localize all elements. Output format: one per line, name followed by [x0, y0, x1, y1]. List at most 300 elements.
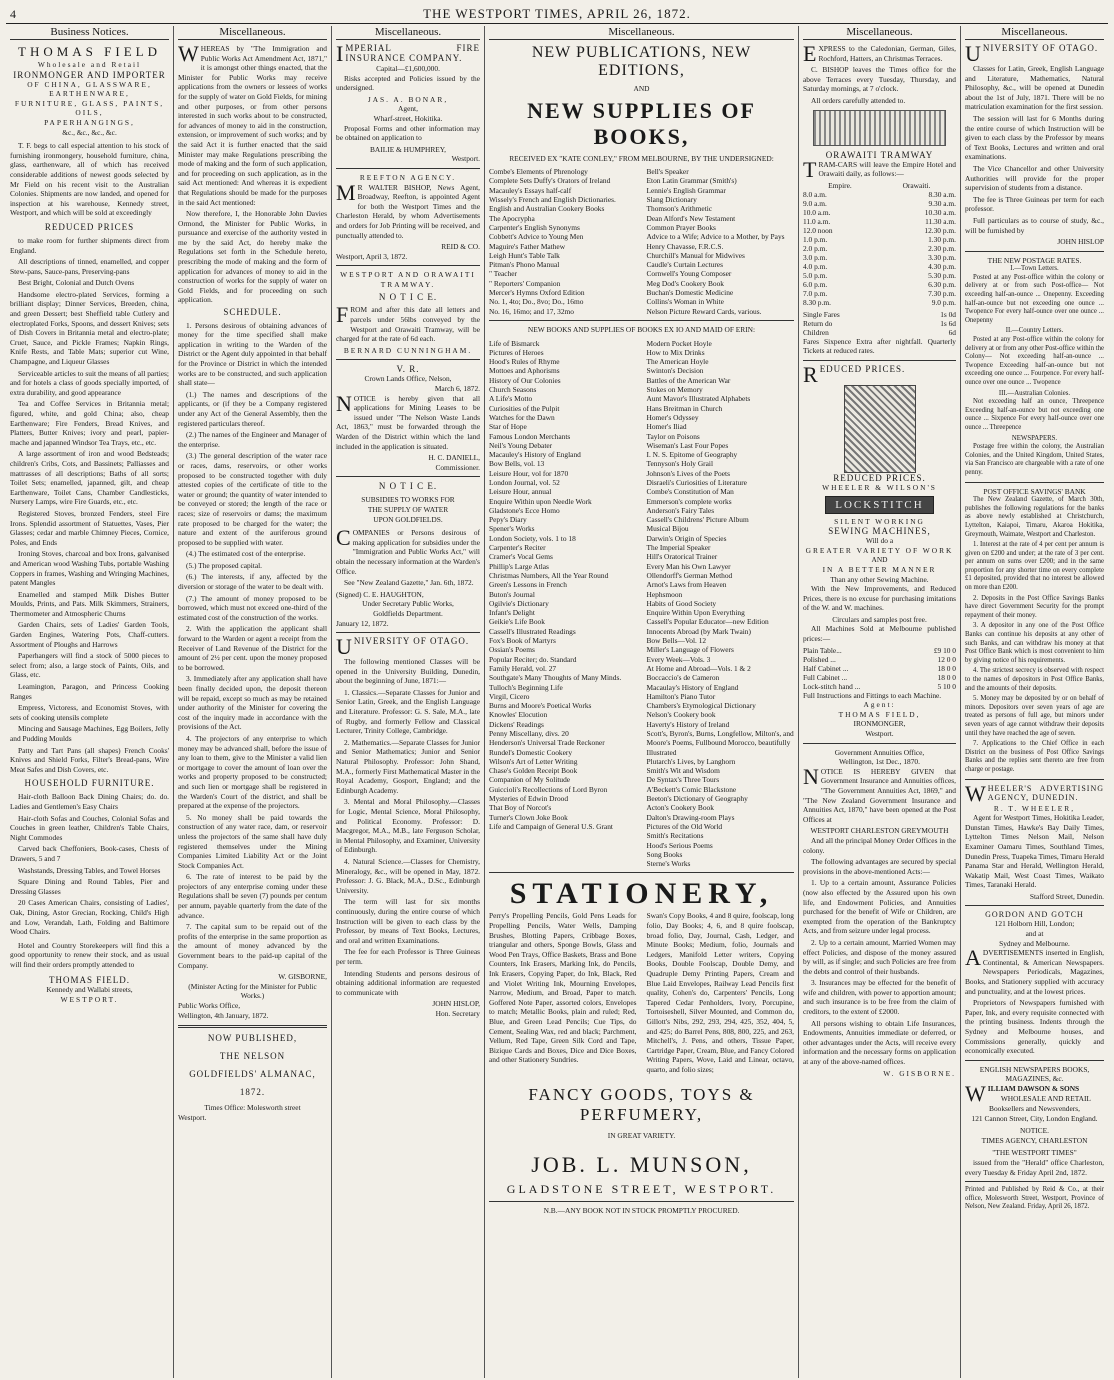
notice-signature: (Minister Acting for the Minister for Public Works.) [188, 981, 317, 1001]
ad-line: Westport. [451, 154, 480, 164]
ad-paragraph: The Vice Chancellor and other University Authorities will provide for the proper supervision of students from a distance. [965, 163, 1104, 193]
table-cell: 6.0 p.m. [803, 279, 828, 289]
ad-heading: THE NEW POSTAGE RATES. [987, 255, 1082, 265]
book-title: Macaulay's History of England [646, 682, 739, 692]
table-cell: 10.0 a.m. [803, 207, 831, 217]
book-title: Buton's Journal [489, 589, 535, 599]
ad-paragraph: Risks accepted and Policies issued by the undersigned. [336, 73, 480, 93]
table-cell: Plain Table... [803, 645, 842, 655]
ad-paragraph: Postage free within the colony, the Australian Colonies, and the United Kingdom, United States, via San Francisco are chargeable with a rate of one penny. [965, 443, 1104, 476]
book-title: Aunt Mavor's Illustrated Alphabets [646, 394, 751, 404]
book-title: Southgate's Many Thoughts of Many Minds. [489, 673, 622, 683]
table-cell: 9.0 p.m. [931, 297, 956, 307]
timetable-row [803, 298, 956, 307]
list-item: Washstands, Dressing Tables, and Towel Horses [18, 865, 161, 875]
book-list-a [489, 167, 794, 316]
notice-heading: SUBSIDIES TO WORKS FOR [361, 495, 455, 505]
timetable-row [803, 235, 956, 244]
book-title: History of Our Colonies [489, 375, 561, 385]
stationery-text: Perry's Propelling Pencils, Gold Pens Leads for Propelling Pencils, Water Wells, Damping Brushes, Blotting Papers, Cribbage Boxes, triangular and others, Sponge Bowls, Glass and Wood Pen Trays, Office Baskets, Brass and Bone Counters, Ink Erasers, Marking Ink, do Pencils, Ink Erasers, Copying Paper, do Ink, Black, Red and Violet Writing Ink, Mourning Envelopes, Narrow, Medium, and Broad, Paper to match. Goffered Note Paper, assorted colors, Envelopes to match; Metallic Books, plain and ruled; Red, Blue, and Green Lead Pencils; Cue Tips, do Cement, Sealing Wax, red and black; Parchment, Vellum, Red Tape, Green Silk Cord and Tape, Bizique Cards and Boxes, Dice and Dice Boxes, and other Stationery Sundries. [489, 911, 637, 1065]
book-title: Acton's Cookery Book [646, 803, 714, 813]
notice-signature: Commissioner. [435, 462, 480, 472]
list-item: Paperhangers will find a stock of 5000 pieces to select from; also, a large stock of Paints, Oils, and Glass, etc. [10, 651, 169, 680]
drop-cap: U [965, 41, 981, 66]
drop-cap: C [336, 525, 351, 551]
drop-cap: E [803, 41, 817, 66]
notice-signature: W. GISBORNE. [883, 1068, 956, 1078]
ad-paragraph: Hotel and Country Storekeepers will find this a good opportunity to renew their stock, and as usual will find their orders promptly attended to [10, 940, 169, 969]
notice-heading: NOTICE. [1020, 1126, 1049, 1136]
ad-address: and at [1025, 929, 1044, 939]
notice-heading: N O T I C E. [378, 292, 438, 303]
book-title: Every Man his Own Lawyer [646, 561, 731, 571]
ad-subheading: IRONMONGER AND IMPORTER [13, 69, 166, 80]
list-item: Garden Chairs, sets of Ladies' Garden Tools, Garden Engines, Watering Pots, Chaff-cutters. Assortment of Ploughs and Harrows [10, 620, 169, 649]
drop-cap: N [803, 763, 819, 789]
book-title: Cornwell's Young Composer [646, 269, 732, 279]
notice-paragraph: OTICE is hereby given that all applications for Mining Leases to be issued under "The Nelson Waste Lands Act, 1863," must be forwarded through the Warden of the District within which the land included in the application is situated. [336, 393, 480, 451]
notice-paragraph: And all the principal Money Order Offices in the colony. [803, 835, 956, 855]
book-title: The American Hoyle [646, 357, 709, 367]
table-cell: 8.30 a.m. [928, 189, 956, 199]
ad-date: Westport, April 3, 1872. [336, 251, 408, 261]
ad-heading: HEELER'S ADVERTISING AGENCY, DUNEDIN. [987, 783, 1104, 803]
book-title: Slang Dictionary [646, 195, 697, 205]
ad-signature: JOB. L. MUNSON, [531, 1152, 752, 1178]
notice-date: March 6, 1872. [434, 384, 480, 394]
table-cell: 9.30 a.m. [928, 198, 956, 208]
table-cell: 7.0 p.m. [803, 288, 828, 298]
book-title: Enquire Within upon Needle Work [489, 496, 592, 506]
table-cell: 12.0 noon [803, 225, 833, 235]
table-cell: Half Cabinet ... [803, 663, 849, 673]
table-cell: 12.30 p.m. [924, 225, 956, 235]
ad-subheading: I.—Town Letters. [1010, 265, 1059, 273]
book-title: Chambers's Etymological Dictionary [646, 701, 756, 711]
book-title: The Imperial Speaker [646, 543, 711, 553]
notice-heading: UPON GOLDFIELDS. [373, 514, 443, 524]
ad-paragraph: Proprietors of Newspapers furnished with Paper, Ink, and every requisite connected with the printing business. Indents through the Sydney and Melbourne houses, and Commissions generally, quickly and economically executed. [965, 998, 1104, 1056]
notice-heading: SCHEDULE. [223, 307, 282, 318]
ad-heading: WHEELER & WILSON'S [822, 482, 937, 492]
price-row [803, 673, 956, 682]
ad-heading: NIVERSITY OF OTAGO. [353, 636, 470, 647]
ad-subheading: III.—Australian Colonies. [998, 389, 1071, 397]
table-cell: 9.0 a.m. [803, 198, 827, 208]
ad-subheading: FURNITURE, GLASS, PAINTS, OILS, [14, 98, 165, 118]
list-item: 2. Up to a certain amount, Married Women may effect Policies, and dispose of the money assured by will, as if single; and such Policies are free from the debts and control of their husbands. [803, 937, 956, 976]
table-cell: Polished ... [803, 654, 836, 664]
ad-line: Agent: [863, 700, 896, 710]
book-title: Pitman's Phono Manual [489, 260, 560, 270]
book-title: Wiseman's Last Four Popes [646, 440, 729, 450]
notice-signature: W. GISBORNE, [278, 972, 327, 982]
ad-line: Will do a [865, 536, 894, 546]
book-title: Church Seasons [489, 385, 537, 395]
price-row [803, 664, 956, 673]
timetable-row [803, 262, 956, 271]
book-title: Enquire Within Upon Everything [646, 608, 745, 618]
page-number: 4 [10, 7, 16, 21]
book-title: Gladstone's Ecce Homo [489, 505, 560, 515]
ad-heading: FANCY GOODS, TOYS & PERFUMERY, [528, 1084, 755, 1124]
section-head: Miscellaneous. [178, 26, 327, 40]
book-title: Pictures of Heroes [489, 347, 544, 357]
notice-paragraph: OTICE IS HEREBY GIVEN that Government Insurance and Annuities offices, "The Government Annuities Act, 1869," and "The New Zealand Government Insurance and Annuities Act, 1870," have been opened at the Post Offices at [803, 766, 956, 824]
ad-signature: THOMAS FIELD. [48, 975, 130, 986]
ad-line: AND [871, 555, 888, 565]
ad-signature: THOMAS FIELD, [838, 709, 921, 719]
list-item: 7. Applications to the Chief Office in each District on the business of Post Office Savings Banks and the replies sent thereto are free from charge or postage. [965, 740, 1104, 773]
book-title: Ogilvie's Dictionary [489, 598, 549, 608]
table-cell: 8.30 p.m. [803, 297, 831, 307]
ad-paragraph: Not exceeding half an ounce, Threepence Exceeding half-an-ounce but not exceeding one ounce ... Sixpence For every half-ounce over one ounce ... Threepence [965, 398, 1104, 431]
list-item: Patty and Tart Pans (all shapes) French Cooks' Knives and Shield Forks, Filter's Bread-pans, Wire Meat Safes and Dish Covers, etc. [10, 745, 169, 774]
book-title: A Life's Motto [489, 394, 533, 404]
notice-paragraph: 1. Persons desirous of obtaining advances of money for the time specified shall make application in writing to the Warden of the District or the Agent duly appointed in that behalf for the Province or District in which the intended works are to be constructed, and such application shall state— [178, 320, 327, 388]
ad-paragraph: RAM-CARS will leave the Empire Hotel and Orawaiti daily, as follows:— [818, 159, 956, 179]
book-title: Phillip's Large Atlas [489, 561, 549, 571]
book-title: Mercer's Hymns Oxford Edition [489, 288, 585, 298]
column-misc-4 [961, 26, 1108, 1378]
timetable-row [803, 217, 956, 226]
tram-timetable [803, 181, 956, 307]
ad-paragraph: DVERTISEMENTS inserted in English, Continental, & American Newspapers. Newspapers Periodicals, Magazines, Books, and Stationery supplied with accuracy and punctuality, and at the lowest prices. [965, 948, 1104, 996]
ad-heading: GORDON AND GOTCH [985, 910, 1084, 920]
book-title: Every Week—Vols. 3 [646, 654, 711, 664]
ad-paragraph: The session will last for 6 Months during the entire course of which Instruction will be given to each class by the Professor by means of Text Books, Lectures and written and oral examinations. [965, 113, 1104, 162]
notice-heading: TIMES AGENCY, CHARLESTON [981, 1135, 1088, 1145]
ad-signature: JAS. A. BONAR, [367, 94, 449, 104]
book-title: Life of Bismarck [489, 338, 540, 348]
ad-paragraph: Classes for Latin, Greek, English Language and Literature, Mathematics, Natural Philosophy, &c., will be opened at Dunedin about the 1st of July, 1871. There will be no matriculation examination for the first session. [965, 64, 1104, 112]
table-cell: 12 0 0 [937, 654, 956, 664]
ad-line: GREATER VARIETY OF WORK [805, 545, 954, 555]
book-title: Leisure Hour, annual [489, 487, 552, 497]
drop-cap: T [803, 156, 817, 182]
book-title: Leigh Hunt's Table Talk [489, 250, 560, 260]
ad-line: Westport. [865, 729, 894, 739]
drop-cap: W [965, 780, 986, 806]
ad-subheading: PAPERHANGINGS, [44, 117, 135, 127]
book-title: Advice to a Wife; Advice to a Mother, by Pays Henry Chavasse, F.R.C.S. [646, 232, 785, 251]
book-title: Macauley's Essays half-calf [489, 185, 572, 195]
ad-paragraph: The term will last for six months continuously, during the entire course of which Instruction will be given to each class by the Professor, by means of Text Books, Lectures, and oral and written Examinations. [336, 897, 480, 945]
table-cell: Single Fares [803, 309, 840, 319]
section-head: Miscellaneous. [336, 26, 480, 40]
masthead [6, 6, 1108, 24]
notice-paragraph: OMPANIES or Persons desirous of making application for subsidies under the "Immigration and Public Works Act," will obtain the necessary information at the Warden's Office. [336, 528, 480, 576]
book-title: I. N. S. Epitome of Geography [646, 450, 738, 460]
ad-subheading: &c., &c., &c., &c. [62, 127, 117, 137]
drop-cap: R [803, 361, 818, 387]
book-title: Bow Bells—Vol. 12 [646, 636, 707, 646]
ad-subheading: II.—Country Letters. [1005, 327, 1064, 335]
book-title: Song Books [646, 849, 683, 859]
book-title: De Syntax's Three Tours [646, 775, 720, 785]
notice-line: "THE WESTPORT TIMES" [992, 1148, 1077, 1158]
table-cell: 5.30 p.m. [928, 270, 956, 280]
table-cell: 10.30 a.m. [924, 207, 956, 217]
book-title: Pepy's Diary [489, 515, 527, 525]
list-item: 2. Deposits in the Post Office Savings Banks have direct Government Security for the prompt repayment of their money. [965, 594, 1104, 619]
ad-line: Wharf-street, Hokitika. [373, 113, 443, 123]
notice-paragraph: The following advantages are secured by special provisions in the above-mentioned Acts:— [803, 857, 956, 876]
ad-paragraph: ROM and after this date all letters and parcels under 56lbs conveyed by the Westport and Orawaiti Tramway, will be charged for at the rate of 6d each. [336, 305, 480, 344]
book-title: Turner's Clown Joke Book [489, 812, 568, 822]
book-title: Emmerson's complete works [646, 496, 732, 506]
list-item: Hair-cloth Balloon Back Dining Chairs; do. do. Ladies and Gentlemen's Easy Chairs [10, 792, 169, 811]
book-title: Mottoes and Aphorisms [489, 366, 560, 376]
book-title: Lennie's English Grammar [646, 185, 726, 195]
timetable-row [803, 253, 956, 262]
drop-cap: F [336, 302, 349, 328]
book-title: Anderson's Fairy Tales [646, 505, 715, 515]
book-title: Companion of My Solitude [489, 775, 571, 785]
table-cell: 3.0 p.m. [803, 252, 828, 262]
book-title: Habits of Good Society [646, 598, 717, 608]
table-cell: Full Cabinet ... [803, 672, 848, 682]
table-header: Empire. [828, 180, 852, 190]
ad-line: SILENT WORKING [834, 516, 925, 526]
timetable-row [803, 190, 956, 199]
ad-heading: WESTPORT AND ORAWAITI [340, 270, 476, 280]
sewing-machine-illustration [844, 385, 916, 473]
book-title: Johnson's Lives of the Poets [646, 468, 730, 478]
table-cell: Children [803, 327, 829, 337]
columns [6, 26, 1108, 1378]
drop-cap: U [336, 634, 352, 660]
book-title: At Home and Abroad—Vols. 1 & 2 [646, 663, 751, 673]
ad-heading: REDUCED PRICES. [833, 472, 926, 483]
table-cell: Lock-stitch hand ... [803, 681, 861, 691]
timetable-row [803, 289, 956, 298]
list-item: 2. Mathematics.—Separate Classes for Junior and Senior Mathematics; Junior and Senior Natural Philosophy. Professor: John Shand, M.A., formerly First Mathematical Master in the Royal Academy, Gosport, England; and the Edinburgh Academy. [336, 737, 480, 795]
ad-signature: Hon. Secretary [435, 1008, 480, 1018]
price-row [803, 682, 956, 691]
drop-cap: W [178, 41, 199, 66]
book-title: Musical Bijou [646, 524, 689, 534]
notice-date: Wellington, 4th January, 1872. [178, 1010, 269, 1020]
book-title: Curiosities of the Pulpit [489, 403, 560, 413]
ad-subheading: HOUSEHOLD FURNITURE. [24, 778, 155, 789]
royal-cipher: V. R. [396, 364, 420, 375]
ad-heading: ENGLISH NEWSPAPERS BOOKS, MAGAZINES, &c. [979, 1064, 1090, 1084]
list-item: 1. Classics.—Separate Classes for Junior and Senior Latin, Greek, and the English Language and Literature. Professor: G. S. Sale, M.A., late of Rugby, and formerly Fellow and Classical Lecturer, Trinity College, Cambridge. [336, 687, 480, 736]
list-item: (2.) The names of the Engineer and Manager of the enterprise. [178, 430, 327, 449]
list-item: (7.) The amount of money proposed to be borrowed, which must not exceed one-third of the estimated cost of the construction of the works. [178, 593, 327, 622]
table-cell: 1.30 p.m. [928, 234, 956, 244]
ad-signature: R. T. WHEELER, [993, 803, 1076, 813]
table-cell: 18 0 0 [937, 663, 956, 673]
book-title: Penny Miscellany, divs. 20 [489, 729, 569, 738]
book-title: Buchan's Domestic Medicine [646, 288, 734, 298]
list-item: 4. The strictest secrecy is observed with respect to the names of depositors in Post Office Banks, and the amounts of their deposits. [965, 667, 1104, 692]
ad-subheading: REDUCED PRICES [44, 221, 135, 232]
book-title: Famous London Merchants [489, 431, 571, 441]
ad-heading: TRAMWAY. [380, 279, 436, 289]
notice-paragraph: 2. With the application the applicant shall forward to the Warden or agent a receipt from the Receiver of Land Revenue of the District for the amount of 2½ per cent. upon the money proposed to be borrowed. [178, 624, 327, 672]
book-title: Cobbett's Advice to Young Men [489, 232, 584, 242]
ad-address: 121 Cannon Street, City, London England. [971, 1113, 1098, 1123]
ad-paragraph: Intending Students and persons desirous of obtaining additional information are requested to communicate with [336, 968, 480, 997]
column-misc-2 [332, 26, 485, 1378]
ad-paragraph: Proposal Forms and other information may be obtained on application to [336, 123, 480, 143]
table-cell: £9 10 0 [933, 645, 956, 655]
book-title: Rundel's Domestic Cookery [489, 747, 573, 757]
notice-paragraph: All persons wishing to obtain Life Insurances, Endowments, Annuities immediate or deferred, or other advantages under the Acts, will receive every information and the necessary forms on application at any of the above-named offices. [803, 1018, 956, 1067]
notice-heading: THE SUPPLY OF WATER [367, 504, 449, 514]
book-title: Leisure Hour, vol for 1870 [489, 468, 569, 478]
table-cell: 4.30 p.m. [928, 261, 956, 271]
book-title: Sterne's Works [646, 859, 691, 869]
book-title: Combe's Constitution of Man [646, 487, 734, 497]
ad-line: Than any other Sewing Machine. [830, 574, 929, 584]
book-title: Dean Alford's New Testament [646, 213, 736, 223]
ad-line: IN A BETTER MANNER [822, 564, 937, 574]
book-title: Virgil, Cicero [489, 691, 530, 701]
book-title: Homer's Iliad [646, 422, 687, 432]
ad-footnote: N.B.—ANY BOOK NOT IN STOCK PROMPTLY PROCURED. [543, 1206, 740, 1216]
book-title: Burns and Moore's Poetical Works [489, 701, 592, 711]
ad-signature: BERNARD CUNNINGHAM. [343, 345, 473, 355]
notice-paragraph: 7. The capital sum to be repaid out of the profits of the enterprise in the same proportion as the amount of money advanced by the Government bears to the paid-up capital of the Company. [178, 922, 327, 970]
book-title: London Journal, vol. 52 [489, 477, 560, 487]
ad-paragraph: The following mentioned Classes will be opened in the University Building, Dunedin, about the beginning of June, 1871:— [336, 657, 480, 686]
tram-illustration [813, 110, 946, 146]
price-row [803, 646, 956, 655]
ad-paragraph: Full particulars as to course of study, &c., will be furnished by [965, 215, 1104, 235]
ad-address: Stafford Street, Dunedin. [1029, 891, 1104, 901]
book-title: How to Mix Drinks [646, 347, 705, 357]
book-title: Caudle's Curtain Lectures [646, 260, 723, 270]
book-title: Wilson's Art of Letter Writing [489, 756, 578, 766]
book-title: Hamilton's Piano Tutor [646, 691, 716, 701]
list-item: 4. Natural Science.—Classes for Chemistry, Mineralogy, &c., will be opened in May, 1872. Professor: J. G. Black, M.A., D.Sc., Edinburgh University. [336, 856, 480, 895]
ad-subheading: EARTHENWARE, [49, 89, 130, 99]
book-title: Wissely's French and English Dictionaries. [489, 195, 616, 205]
list-item: Square Dining and Round Tables, Pier and Dressing Glasses [10, 877, 169, 896]
book-title: A'Beckett's Comic Blackstone [646, 784, 737, 794]
timetable-row [803, 280, 956, 289]
book-title: Combe's Elements of Phrenology [489, 167, 588, 177]
ad-subheading: NEWSPAPERS. [1011, 434, 1058, 442]
book-title: Tennyson's Holy Grail [646, 459, 714, 469]
ad-line: Agent, [398, 104, 418, 114]
ad-subheading: RECEIVED EX "KATE CONLEY," FROM MELBOURNE, BY THE UNDERSIGNED: [509, 153, 774, 163]
book-title: Cramer's Vocal Gems [489, 552, 553, 562]
ad-signature: JOHN HISLOP, [432, 999, 480, 1009]
ad-address: 121 Holborn Hill, London; [994, 919, 1075, 929]
ad-subheading: OF CHINA, GLASSWARE, [27, 79, 152, 89]
book-title: Boccaccio's de Cameron [646, 673, 720, 683]
ad-paragraph: Posted at any Post-office within the colony for delivery at or from any other Post-office within the Colony— Not exceeding half-an-ounce ... Twopence Exceeding half-an-ounce but not exceeding one ounce ... Fourpence. For every half-ounce over one ounce ... Twopence [965, 336, 1104, 386]
list-item: (3.) The general description of the water race or races, dams, reservoirs, or other works proposed to be constructed together with duly attested copies of the certificate of title to the water or ground; the quantity of water intended to be conveyed or stored; the length of the race or races; size of reservoirs or dams; the maximum rate proposed to be charged for the water; the nature and extent of the auriferous ground proposed to be supplied with water. [178, 451, 327, 547]
ad-heading: MPERIAL FIRE INSURANCE COMPANY. [345, 43, 480, 63]
book-title: Smith's Recitations [646, 831, 704, 841]
ad-line: IN GREAT VARIETY. [607, 1130, 676, 1140]
book-title: Churchill's Manual for Midwives [646, 250, 745, 260]
ad-paragraph: R WALTER BISHOP, News Agent, Broadway, Reefton, is appointed Agent for both the Westport Times and the Charleston Herald, by whom Advertisements and orders for Job Printing will be received, and punctually attended to. [336, 182, 480, 240]
ad-paragraph: Agent for Westport Times, Hokitika Leader, Dunstan Times, Hawke's Bay Daily Times, Lyttelton Times Nelson Mail, Nelson Examiner Oamaru Times, Southland Times, Dunedin Press, Tuapeka Times, Timaru Herald Panama Star and Herald, Wellington Herald, Wakatip Mail, West Coast Times, Waikato Times, Taranaki Herald. [965, 813, 1104, 890]
ad-line: WHOLESALE AND RETAIL [1000, 1093, 1091, 1103]
section-head: Miscellaneous. [489, 26, 794, 40]
ad-paragraph: Full Instructions and Fittings to each Machine. [803, 690, 942, 700]
book-title: Miller's Language of Flowers [646, 645, 734, 655]
book-title: Eton Latin Grammar (Smith's) [646, 176, 737, 186]
book-title: English and Australian Cookery Books [489, 204, 605, 214]
list-item: Enamelled and stamped Milk Dishes Butter Moulds, Prints, and Pats. Milk Skimmers, Strainers, Thermometer and Atmospheric Churns [10, 589, 169, 618]
notice-signature: (Signed) C. E. HAUGHTON, [336, 589, 424, 599]
ad-subheading: NEW BOOKS AND SUPPLIES OF BOOKS EX IO AND MAID OF ERIN: [527, 324, 756, 334]
item-list [10, 792, 169, 936]
list-item: All descriptions of tinned, enamelled, and copper Stew-pans, Sauce-pans, Preserving-pans [10, 257, 169, 276]
notice-signature: H. C. DANIELL, [428, 453, 480, 463]
stationery-text: Swan's Copy Books, 4 and 8 quire, foolscap, long folio, Day Books; 4, 6, and 8 quire foolscap, broad folio, Day, Journal, Cash, Ledger, and Minute Books; Medium, folio, Journals and Ledgers, Manifold Letter writers, Copying Books, Double Foolscap, Double Demy, and Quadruple Demy Printing Papers, Cream and Blue Laid Envelopes, Railway Lead Pencils first quality, Cohen's do, Carpenters' Pencils, Long Tapered Cedar Penholders, Ivory, Porcupine, Tortoiseshell, Silver Mounted, and Common do, Gillott's Nibs, 292, 293, 294, 425, 352, 404, 5, and 425; do Barrel Pens, 808, 800, 225, and 263, Mitchell's, J. Pens, and others, Tissue Paper, Cartridge Paper, Cream, Blue, and Fancy Colored Writing Papers, Wove, Laid and Linear, octavo, quarto, and folio sizes; [646, 911, 794, 1074]
almanac-town: Westport. [178, 1112, 207, 1122]
book-title: Ossian's Poems [489, 645, 535, 655]
list-item: Handsome electro-plated Services, forming a brilliant display; Dinner Services, Breeden, china, and green Dessert; best Sheffield table Cutlery and electroplated Forks, Spoons, and dessert Knives; sets of Dish Covers in Britannia metal and electro-plate; Cruet, Sauce, and Pickle Frames; Napkin Rings, Knife Rests, and Table Mats; superior cut Wine, Champagne, and Liqueur Glasses [10, 289, 169, 367]
ad-heading: THOMAS FIELD [18, 44, 161, 59]
list-item: 1. Up to a certain amount, Assurance Policies (now also effected by the Assured upon his own life, and Endowment Policies, and Annuities purchased for the benefit of Wife or Children, are exempted from the operation of the Bankruptcy Acts, and from seizure under legal process. [803, 878, 956, 936]
section-head: Business Notices. [10, 26, 169, 40]
column-business [6, 26, 174, 1378]
ad-address: GLADSTONE STREET, WESTPORT. [506, 1182, 777, 1197]
ad-paragraph: Fares Sixpence Extra after nightfall. Quarterly Tickets at reduced rates. [803, 336, 956, 356]
table-cell: 1.0 p.m. [803, 234, 828, 244]
book-title: Chase's Golden Receipt Book [489, 766, 578, 776]
book-title: Spener's Works [489, 524, 535, 534]
book-title: Disraeli's Curiosities of Literature [646, 477, 747, 487]
almanac-heading: NOW PUBLISHED, [207, 1033, 298, 1044]
notice-line: WESTPORT CHARLESTON GREYMOUTH [810, 826, 949, 836]
table-cell: 3.30 p.m. [928, 252, 956, 262]
table-cell: 18 0 0 [937, 672, 956, 682]
ad-heading: NEW PUBLICATIONS, NEW EDITIONS, [531, 44, 752, 79]
fare-row [803, 319, 956, 328]
table-cell: 1s 6d [940, 318, 956, 328]
table-cell: 7.30 p.m. [928, 288, 956, 298]
book-title: Geikie's Life Book [489, 617, 545, 627]
list-item: Best Bright, Colonial and Dutch Ovens [18, 278, 135, 288]
book-title: Dickens' Readings [489, 719, 544, 729]
table-cell: 6d [948, 327, 956, 337]
book-title: Neil's Young Debater [489, 440, 553, 450]
notice-paragraph: Now therefore, I, the Honorable John Davies Ormond, the Minister for Public Works, in pursuance and exercise of the authority vested in me by the said Act, do hereby make the Regulations set forth in the Schedule hereto, prescribing the mode of making and the form of application for advances of money to aid in the construction of works for the supply of water on Gold Fields, and for proceeding on such application. [178, 209, 327, 305]
ad-address: Kennedy and Wallabi streets, [46, 985, 133, 995]
book-title: No. 16, 16mo; and 17, 32mo [489, 306, 574, 316]
price-row [803, 655, 956, 664]
ad-heading: POST OFFICE SAVINGS' BANK [983, 486, 1086, 496]
list-item: 3. Mental and Moral Philosophy.—Classes for Logic, Mental Science, Moral Philosophy, and Political Economy. Professor: D. Macgregor, M.A., M.B., late Ferguson Scholar, in Mental Philosophy, and Examiner, University of Edinburgh. [336, 797, 480, 855]
ad-heading: NIVERSITY OF OTAGO. [982, 43, 1099, 53]
book-title: Pictures of the Old World [646, 821, 723, 831]
book-title: Common Prayer Books [646, 222, 716, 232]
book-title: Haverty's History of Ireland [646, 719, 730, 729]
book-title: Cassell's Popular Educator—new Edition [646, 617, 769, 627]
book-title: Carpenter's English Synonyms [489, 222, 580, 232]
book-title: Macauley's History of England [489, 450, 581, 460]
book-title: Fox's Book of Martyrs [489, 636, 556, 646]
table-cell: Return do [803, 318, 833, 328]
notice-paragraph: HEREAS by "The Immigration and Public Works Act Amendment Act, 1871," it is amongst other things enacted, that the Minister for Public Works may receive applications from the owners or lessees of works for the supply of water on Gold Fields, for mining and other purposes, or from other persons interested in such works about to be constructed, for advances of money to aid in the construction, extension, or improvement of such works; and by the said Act it is further enacted that the said Minister may make Regulations prescribing the mode of making and the form of such application, and for proceeding on such application, as in the said Act mentioned: And whereas it is expedient that Regulations should be made for the purposes in the said Act mentioned: [178, 44, 327, 207]
book-title: The Apocrypha [489, 213, 535, 223]
list-item: Empress, Victoress, and Economist Stoves, with sets of cooking utensils complete [10, 703, 169, 722]
ad-address: WESTPORT. [60, 995, 119, 1005]
table-cell: 11.0 a.m. [803, 216, 831, 226]
list-item: 3. A depositor in any one of the Post Office Banks can continue his deposits at any other of such Banks, and can withdraw his money at that Post Office Bank which is most convenient to him by giving notice of his requirements. [965, 622, 1104, 664]
table-cell: 5 10 0 [937, 681, 956, 691]
